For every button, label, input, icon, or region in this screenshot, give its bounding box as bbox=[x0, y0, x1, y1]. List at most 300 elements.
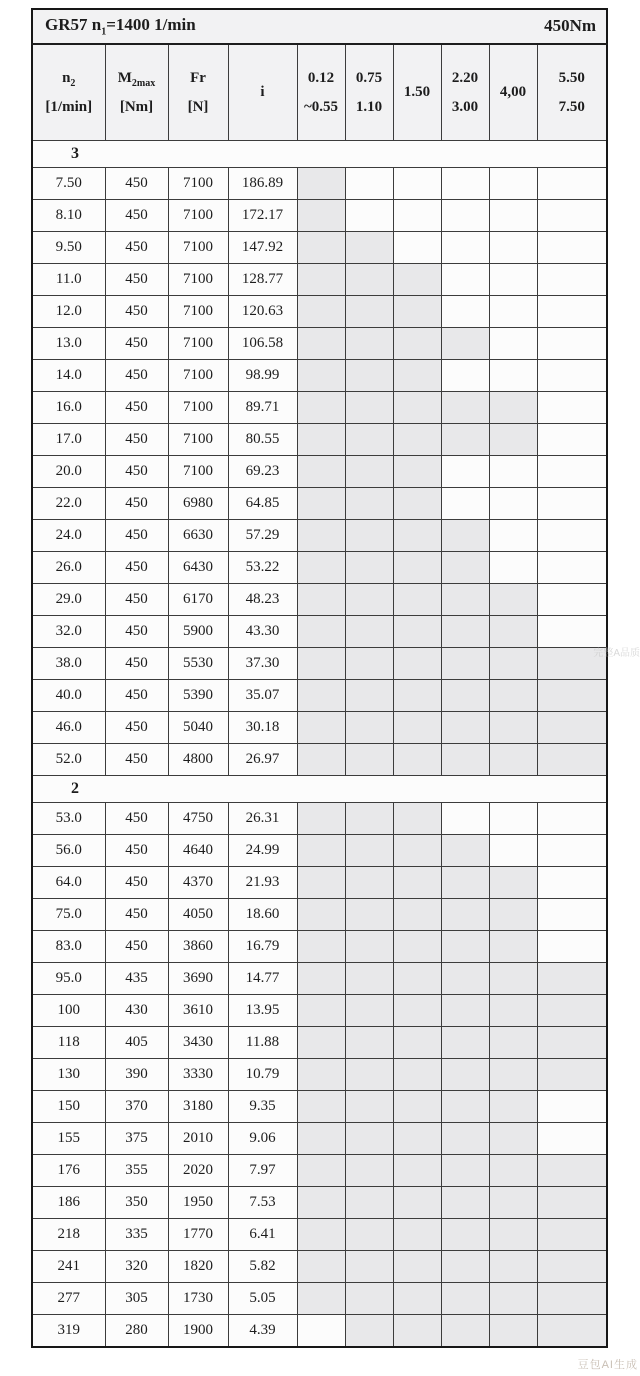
cell-i: 147.92 bbox=[228, 232, 297, 264]
col-header-p5: 4,00 bbox=[489, 44, 537, 141]
cell-n2: 11.0 bbox=[32, 264, 105, 296]
power-cell-p3-empty bbox=[393, 232, 441, 264]
power-cell-p6-empty bbox=[537, 200, 607, 232]
power-cell-p5-available bbox=[489, 1091, 537, 1123]
power-cell-p3-available bbox=[393, 328, 441, 360]
power-cell-p6-empty bbox=[537, 392, 607, 424]
power-cell-p1-available bbox=[297, 584, 345, 616]
cell-n2: 56.0 bbox=[32, 835, 105, 867]
torque-rating: 450Nm bbox=[544, 16, 597, 36]
cell-n2: 95.0 bbox=[32, 963, 105, 995]
power-cell-p3-available bbox=[393, 392, 441, 424]
cell-fr: 7100 bbox=[168, 360, 228, 392]
power-cell-p4-empty bbox=[441, 360, 489, 392]
data-row bbox=[32, 1155, 607, 1187]
power-cell-p6-available bbox=[537, 1027, 607, 1059]
cell-m2max: 450 bbox=[105, 867, 168, 899]
cell-fr: 5390 bbox=[168, 680, 228, 712]
power-cell-p5-available bbox=[489, 1059, 537, 1091]
data-row bbox=[32, 232, 607, 264]
cell-n2: 118 bbox=[32, 1027, 105, 1059]
cell-i: 5.82 bbox=[228, 1251, 297, 1283]
power-cell-p6-empty bbox=[537, 296, 607, 328]
cell-m2max: 390 bbox=[105, 1059, 168, 1091]
power-cell-p5-available bbox=[489, 712, 537, 744]
cell-n2: 26.0 bbox=[32, 552, 105, 584]
col-header-p1: 0.12 ~0.55 bbox=[297, 44, 345, 141]
cell-n2: 14.0 bbox=[32, 360, 105, 392]
title-row bbox=[32, 9, 607, 44]
power-cell-p3-available bbox=[393, 360, 441, 392]
cell-m2max: 450 bbox=[105, 552, 168, 584]
cell-i: 172.17 bbox=[228, 200, 297, 232]
cell-m2max: 335 bbox=[105, 1219, 168, 1251]
data-row bbox=[32, 1283, 607, 1315]
cell-fr: 1770 bbox=[168, 1219, 228, 1251]
power-cell-p1-available bbox=[297, 456, 345, 488]
cell-m2max: 320 bbox=[105, 1251, 168, 1283]
power-cell-p2-available bbox=[345, 296, 393, 328]
power-cell-p6-available bbox=[537, 1187, 607, 1219]
power-cell-p6-empty bbox=[537, 328, 607, 360]
cell-n2: 130 bbox=[32, 1059, 105, 1091]
cell-i: 186.89 bbox=[228, 168, 297, 200]
power-cell-p4-available bbox=[441, 1123, 489, 1155]
title-speed-value: =1400 1/min bbox=[106, 15, 196, 35]
power-cell-p1-available bbox=[297, 616, 345, 648]
cell-m2max: 450 bbox=[105, 296, 168, 328]
power-cell-p1-available bbox=[297, 744, 345, 776]
data-row bbox=[32, 1315, 607, 1348]
cell-i: 18.60 bbox=[228, 899, 297, 931]
cell-fr: 3330 bbox=[168, 1059, 228, 1091]
cell-i: 5.05 bbox=[228, 1283, 297, 1315]
cell-i: 26.31 bbox=[228, 803, 297, 835]
cell-m2max: 450 bbox=[105, 360, 168, 392]
power-cell-p1-available bbox=[297, 264, 345, 296]
power-cell-p5-available bbox=[489, 424, 537, 456]
power-cell-p1-available bbox=[297, 1155, 345, 1187]
power-cell-p4-empty bbox=[441, 200, 489, 232]
power-cell-p2-available bbox=[345, 616, 393, 648]
cell-i: 30.18 bbox=[228, 712, 297, 744]
cell-n2: 277 bbox=[32, 1283, 105, 1315]
watermark-bottom: 豆包AI生成 bbox=[577, 1359, 638, 1371]
cell-fr: 1950 bbox=[168, 1187, 228, 1219]
power-cell-p5-available bbox=[489, 1123, 537, 1155]
data-row bbox=[32, 1251, 607, 1283]
power-cell-p2-available bbox=[345, 744, 393, 776]
power-cell-p2-available bbox=[345, 456, 393, 488]
power-cell-p5-available bbox=[489, 392, 537, 424]
power-cell-p5-empty bbox=[489, 803, 537, 835]
cell-fr: 1820 bbox=[168, 1251, 228, 1283]
cell-fr: 5900 bbox=[168, 616, 228, 648]
cell-m2max: 450 bbox=[105, 616, 168, 648]
power-cell-p1-available bbox=[297, 232, 345, 264]
cell-i: 11.88 bbox=[228, 1027, 297, 1059]
power-cell-p5-available bbox=[489, 680, 537, 712]
cell-n2: 29.0 bbox=[32, 584, 105, 616]
data-row bbox=[32, 200, 607, 232]
power-cell-p2-available bbox=[345, 712, 393, 744]
cell-n2: 16.0 bbox=[32, 392, 105, 424]
cell-m2max: 450 bbox=[105, 200, 168, 232]
power-cell-p4-available bbox=[441, 616, 489, 648]
power-cell-p5-available bbox=[489, 1027, 537, 1059]
power-cell-p4-available bbox=[441, 1059, 489, 1091]
cell-n2: 52.0 bbox=[32, 744, 105, 776]
power-cell-p6-empty bbox=[537, 168, 607, 200]
power-cell-p3-available bbox=[393, 712, 441, 744]
power-cell-p4-empty bbox=[441, 168, 489, 200]
power-cell-p6-available bbox=[537, 712, 607, 744]
cell-i: 9.06 bbox=[228, 1123, 297, 1155]
power-cell-p5-empty bbox=[489, 552, 537, 584]
power-cell-p4-available bbox=[441, 1219, 489, 1251]
data-row bbox=[32, 803, 607, 835]
power-cell-p5-available bbox=[489, 744, 537, 776]
cell-m2max: 435 bbox=[105, 963, 168, 995]
power-cell-p4-available bbox=[441, 552, 489, 584]
cell-i: 6.41 bbox=[228, 1219, 297, 1251]
power-cell-p3-available bbox=[393, 1187, 441, 1219]
cell-m2max: 450 bbox=[105, 680, 168, 712]
cell-n2: 9.50 bbox=[32, 232, 105, 264]
cell-m2max: 450 bbox=[105, 520, 168, 552]
cell-fr: 3610 bbox=[168, 995, 228, 1027]
cell-fr: 7100 bbox=[168, 232, 228, 264]
cell-fr: 4800 bbox=[168, 744, 228, 776]
cell-m2max: 405 bbox=[105, 1027, 168, 1059]
power-cell-p3-available bbox=[393, 456, 441, 488]
cell-n2: 150 bbox=[32, 1091, 105, 1123]
power-cell-p5-empty bbox=[489, 200, 537, 232]
cell-fr: 7100 bbox=[168, 424, 228, 456]
power-cell-p4-empty bbox=[441, 296, 489, 328]
power-cell-p4-empty bbox=[441, 803, 489, 835]
power-cell-p6-available bbox=[537, 1251, 607, 1283]
table-head bbox=[32, 9, 607, 141]
power-cell-p6-empty bbox=[537, 899, 607, 931]
power-cell-p3-available bbox=[393, 552, 441, 584]
col-header-m2max: $M_{2max}$ [Nm] bbox=[105, 44, 168, 141]
power-cell-p4-available bbox=[441, 424, 489, 456]
power-cell-p1-available bbox=[297, 1219, 345, 1251]
data-row bbox=[32, 488, 607, 520]
cell-fr: 5530 bbox=[168, 648, 228, 680]
power-cell-p6-available bbox=[537, 1155, 607, 1187]
cell-n2: 176 bbox=[32, 1155, 105, 1187]
power-cell-p6-empty bbox=[537, 1091, 607, 1123]
power-cell-p3-available bbox=[393, 1091, 441, 1123]
power-cell-p3-available bbox=[393, 1123, 441, 1155]
power-cell-p1-available bbox=[297, 712, 345, 744]
col-header-p4: 2.20 3.00 bbox=[441, 44, 489, 141]
cell-m2max: 450 bbox=[105, 424, 168, 456]
cell-fr: 1730 bbox=[168, 1283, 228, 1315]
cell-fr: 3690 bbox=[168, 963, 228, 995]
data-row bbox=[32, 424, 607, 456]
cell-i: 26.97 bbox=[228, 744, 297, 776]
power-cell-p4-empty bbox=[441, 488, 489, 520]
cell-fr: 7100 bbox=[168, 456, 228, 488]
data-row bbox=[32, 995, 607, 1027]
cell-fr: 4640 bbox=[168, 835, 228, 867]
power-cell-p2-available bbox=[345, 488, 393, 520]
cell-n2: 186 bbox=[32, 1187, 105, 1219]
power-cell-p5-available bbox=[489, 867, 537, 899]
cell-m2max: 450 bbox=[105, 392, 168, 424]
data-row bbox=[32, 168, 607, 200]
cell-n2: 22.0 bbox=[32, 488, 105, 520]
power-cell-p2-available bbox=[345, 1251, 393, 1283]
cell-fr: 6980 bbox=[168, 488, 228, 520]
power-cell-p4-available bbox=[441, 995, 489, 1027]
cell-i: 43.30 bbox=[228, 616, 297, 648]
data-row bbox=[32, 867, 607, 899]
power-cell-p4-available bbox=[441, 1251, 489, 1283]
power-cell-p5-empty bbox=[489, 264, 537, 296]
data-row bbox=[32, 1091, 607, 1123]
power-cell-p4-available bbox=[441, 744, 489, 776]
power-cell-p3-available bbox=[393, 803, 441, 835]
power-cell-p1-available bbox=[297, 520, 345, 552]
cell-fr: 7100 bbox=[168, 200, 228, 232]
power-cell-p4-empty bbox=[441, 456, 489, 488]
cell-n2: 100 bbox=[32, 995, 105, 1027]
power-cell-p4-available bbox=[441, 835, 489, 867]
power-cell-p3-available bbox=[393, 1283, 441, 1315]
cell-n2: 53.0 bbox=[32, 803, 105, 835]
power-cell-p6-available bbox=[537, 1283, 607, 1315]
cell-n2: 83.0 bbox=[32, 931, 105, 963]
data-row bbox=[32, 1123, 607, 1155]
watermark-side: 完整A品质 bbox=[593, 648, 640, 659]
cell-n2: 64.0 bbox=[32, 867, 105, 899]
cell-m2max: 450 bbox=[105, 488, 168, 520]
power-cell-p1-available bbox=[297, 328, 345, 360]
power-cell-p6-available bbox=[537, 995, 607, 1027]
cell-m2max: 350 bbox=[105, 1187, 168, 1219]
power-cell-p4-available bbox=[441, 1027, 489, 1059]
section-row-3 bbox=[32, 141, 607, 168]
power-cell-p1-available bbox=[297, 680, 345, 712]
power-cell-p1-available bbox=[297, 168, 345, 200]
cell-m2max: 450 bbox=[105, 168, 168, 200]
power-cell-p2-available bbox=[345, 520, 393, 552]
data-row bbox=[32, 264, 607, 296]
cell-m2max: 450 bbox=[105, 232, 168, 264]
power-cell-p2-available bbox=[345, 1123, 393, 1155]
power-cell-p2-empty bbox=[345, 168, 393, 200]
power-cell-p1-available bbox=[297, 1027, 345, 1059]
power-cell-p4-available bbox=[441, 1155, 489, 1187]
power-cell-p5-available bbox=[489, 1155, 537, 1187]
cell-m2max: 450 bbox=[105, 931, 168, 963]
cell-m2max: 450 bbox=[105, 835, 168, 867]
cell-m2max: 305 bbox=[105, 1283, 168, 1315]
cell-n2: 12.0 bbox=[32, 296, 105, 328]
cell-m2max: 450 bbox=[105, 264, 168, 296]
cell-n2: 20.0 bbox=[32, 456, 105, 488]
data-row bbox=[32, 296, 607, 328]
power-cell-p4-available bbox=[441, 1315, 489, 1348]
power-cell-p1-available bbox=[297, 803, 345, 835]
power-cell-p2-available bbox=[345, 328, 393, 360]
power-cell-p3-available bbox=[393, 835, 441, 867]
power-cell-p2-available bbox=[345, 931, 393, 963]
col-header-p6: 5.50 7.50 bbox=[537, 44, 607, 141]
cell-i: 9.35 bbox=[228, 1091, 297, 1123]
power-cell-p5-available bbox=[489, 995, 537, 1027]
cell-i: 7.97 bbox=[228, 1155, 297, 1187]
power-cell-p5-available bbox=[489, 1187, 537, 1219]
power-cell-p1-empty bbox=[297, 1315, 345, 1348]
data-row bbox=[32, 360, 607, 392]
power-cell-p3-available bbox=[393, 584, 441, 616]
cell-m2max: 450 bbox=[105, 648, 168, 680]
cell-fr: 7100 bbox=[168, 296, 228, 328]
power-cell-p3-empty bbox=[393, 200, 441, 232]
cell-m2max: 450 bbox=[105, 328, 168, 360]
data-row bbox=[32, 1027, 607, 1059]
cell-i: 53.22 bbox=[228, 552, 297, 584]
col-header-i: i bbox=[228, 44, 297, 141]
cell-fr: 3860 bbox=[168, 931, 228, 963]
data-row bbox=[32, 899, 607, 931]
cell-i: 120.63 bbox=[228, 296, 297, 328]
table-title bbox=[45, 15, 196, 37]
power-cell-p1-available bbox=[297, 867, 345, 899]
power-cell-p5-empty bbox=[489, 328, 537, 360]
power-cell-p1-available bbox=[297, 835, 345, 867]
power-cell-p6-empty bbox=[537, 520, 607, 552]
power-cell-p2-available bbox=[345, 899, 393, 931]
power-cell-p6-empty bbox=[537, 424, 607, 456]
power-cell-p1-available bbox=[297, 1059, 345, 1091]
section-label: 3 bbox=[32, 141, 607, 168]
cell-i: 64.85 bbox=[228, 488, 297, 520]
power-cell-p3-available bbox=[393, 1155, 441, 1187]
cell-n2: 13.0 bbox=[32, 328, 105, 360]
power-cell-p3-available bbox=[393, 424, 441, 456]
power-cell-p5-available bbox=[489, 899, 537, 931]
cell-i: 37.30 bbox=[228, 648, 297, 680]
cell-i: 7.53 bbox=[228, 1187, 297, 1219]
data-row bbox=[32, 584, 607, 616]
power-cell-p6-empty bbox=[537, 867, 607, 899]
cell-i: 4.39 bbox=[228, 1315, 297, 1348]
cell-i: 21.93 bbox=[228, 867, 297, 899]
power-cell-p5-empty bbox=[489, 835, 537, 867]
cell-n2: 75.0 bbox=[32, 899, 105, 931]
data-row bbox=[32, 744, 607, 776]
power-cell-p4-available bbox=[441, 867, 489, 899]
power-cell-p4-available bbox=[441, 712, 489, 744]
data-row bbox=[32, 963, 607, 995]
cell-i: 128.77 bbox=[228, 264, 297, 296]
power-cell-p4-available bbox=[441, 392, 489, 424]
data-row bbox=[32, 680, 607, 712]
power-cell-p3-available bbox=[393, 488, 441, 520]
data-row bbox=[32, 1187, 607, 1219]
cell-i: 14.77 bbox=[228, 963, 297, 995]
cell-m2max: 430 bbox=[105, 995, 168, 1027]
cell-i: 89.71 bbox=[228, 392, 297, 424]
cell-i: 80.55 bbox=[228, 424, 297, 456]
power-cell-p3-available bbox=[393, 520, 441, 552]
power-cell-p6-available bbox=[537, 1059, 607, 1091]
power-cell-p3-available bbox=[393, 648, 441, 680]
power-cell-p2-available bbox=[345, 1027, 393, 1059]
power-cell-p1-available bbox=[297, 360, 345, 392]
power-cell-p2-available bbox=[345, 648, 393, 680]
cell-fr: 2010 bbox=[168, 1123, 228, 1155]
col-header-p3: 1.50 bbox=[393, 44, 441, 141]
power-cell-p5-empty bbox=[489, 232, 537, 264]
power-cell-p2-available bbox=[345, 803, 393, 835]
power-cell-p2-empty bbox=[345, 200, 393, 232]
power-cell-p1-available bbox=[297, 296, 345, 328]
power-cell-p5-available bbox=[489, 1219, 537, 1251]
cell-i: 10.79 bbox=[228, 1059, 297, 1091]
cell-fr: 7100 bbox=[168, 328, 228, 360]
col-header-n2: $n_2$ [1/min] bbox=[32, 44, 105, 141]
power-cell-p2-available bbox=[345, 232, 393, 264]
cell-fr: 2020 bbox=[168, 1155, 228, 1187]
cell-n2: 218 bbox=[32, 1219, 105, 1251]
power-cell-p6-available bbox=[537, 680, 607, 712]
power-cell-p5-available bbox=[489, 1283, 537, 1315]
cell-fr: 3430 bbox=[168, 1027, 228, 1059]
power-cell-p5-available bbox=[489, 1251, 537, 1283]
power-cell-p2-available bbox=[345, 424, 393, 456]
power-cell-p5-available bbox=[489, 616, 537, 648]
power-cell-p5-available bbox=[489, 1315, 537, 1348]
power-cell-p3-available bbox=[393, 995, 441, 1027]
data-row bbox=[32, 1219, 607, 1251]
cell-i: 16.79 bbox=[228, 931, 297, 963]
power-cell-p2-available bbox=[345, 867, 393, 899]
power-cell-p1-available bbox=[297, 931, 345, 963]
power-cell-p4-available bbox=[441, 584, 489, 616]
col-header-p2: 0.75 1.10 bbox=[345, 44, 393, 141]
power-cell-p4-available bbox=[441, 963, 489, 995]
power-cell-p4-available bbox=[441, 1091, 489, 1123]
power-cell-p4-empty bbox=[441, 232, 489, 264]
power-cell-p1-available bbox=[297, 1091, 345, 1123]
power-cell-p5-available bbox=[489, 584, 537, 616]
cell-fr: 4750 bbox=[168, 803, 228, 835]
power-cell-p4-empty bbox=[441, 264, 489, 296]
power-cell-p3-available bbox=[393, 1059, 441, 1091]
power-cell-p6-empty bbox=[537, 456, 607, 488]
cell-fr: 5040 bbox=[168, 712, 228, 744]
power-cell-p1-available bbox=[297, 424, 345, 456]
power-cell-p1-available bbox=[297, 648, 345, 680]
title-subscript: 1 bbox=[101, 26, 107, 38]
data-row bbox=[32, 328, 607, 360]
cell-m2max: 355 bbox=[105, 1155, 168, 1187]
power-cell-p6-empty bbox=[537, 835, 607, 867]
power-cell-p4-available bbox=[441, 520, 489, 552]
data-row bbox=[32, 1059, 607, 1091]
data-row bbox=[32, 520, 607, 552]
power-cell-p1-available bbox=[297, 200, 345, 232]
cell-i: 48.23 bbox=[228, 584, 297, 616]
power-cell-p2-available bbox=[345, 963, 393, 995]
